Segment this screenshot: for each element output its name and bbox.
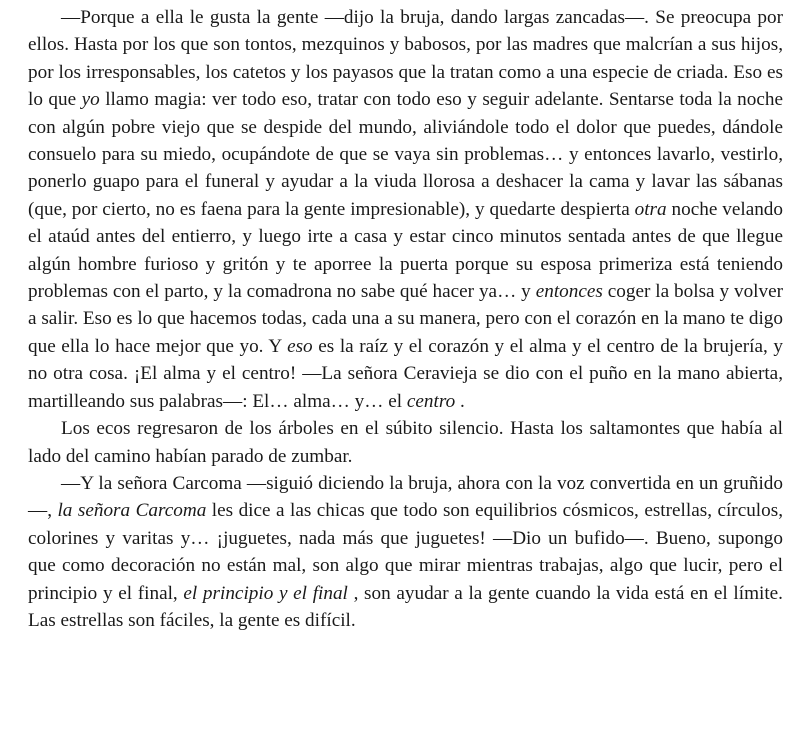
paragraph-text: —Y la señora Carcoma —siguió diciendo la bruja, ahora con la voz convertida en un gruñido—, xyxy=(28,472,783,522)
paragraph-text: , son ayudar a la gente cuando la vida está en el límite. Las estrellas son fáciles, la gente es difícil. xyxy=(28,582,783,631)
paragraph-text: llamo magia: ver todo eso, tratar con todo eso y seguir adelante. Sentarse toda la noche con algún pobre viejo que se despide del mundo, aliviándole todo el dolor que puedes, dándole consuelo para su miedo, ocupándote de que se vaya sin problemas… y entonces lavarlo, vestirlo, ponerlo guapo para el funeral y ayudar a la viuda llorosa a deshacer la cama y lavar las sábanas (que, por cierto, no es faena para la gente impresionable), y quedarte despierta xyxy=(28,89,783,220)
italic-emphasis: la señora Carcoma xyxy=(57,500,207,522)
paragraph-2 xyxy=(28,415,783,470)
paragraph-3 xyxy=(28,470,783,634)
book-page-text xyxy=(28,4,783,634)
italic-emphasis: el principio y el final xyxy=(183,582,348,604)
paragraph-text: noche velando el ataúd antes del entierro, y luego irte a casa y estar cinco minutos sentada antes de que llegue algún hombre furioso y gritón y te aporree la puerta porque su esposa primeriza está teniendo problemas con el parto, y la comadrona no sabe qué hacer ya… y xyxy=(28,198,783,303)
paragraph-text: es la raíz y el corazón y el alma y el centro de la brujería, y no otra cosa. ¡El alma y el centro! —La señora Ceravieja se dio con el puño en la mano abierta, martilleando sus palabras—: El… alma… y… el xyxy=(28,335,783,412)
italic-emphasis: otra xyxy=(634,198,667,220)
paragraph-text: —Porque a ella le gusta la gente —dijo la bruja, dando largas zancadas—. Se preocupa por ellos. Hasta por los que son tontos, mezquinos y babosos, por las madres que malcrían a sus hijos, por los irresponsables, los catetos y los payasos que la tratan como a una especie de criada. Eso es lo que xyxy=(28,7,783,111)
paragraph-text: Los ecos regresaron de los árboles en el súbito silencio. Hasta los saltamontes que había al lado del camino habían parado de zumbar. xyxy=(28,418,783,467)
italic-emphasis: entonces xyxy=(535,281,603,303)
paragraph-1 xyxy=(28,4,783,415)
italic-emphasis: centro xyxy=(406,390,456,412)
paragraph-text: coger la bolsa y volver a salir. Eso es lo que hacemos todas, cada una a su manera, pero con el corazón en la mano te digo que ella lo hace mejor que yo. Y xyxy=(28,281,783,357)
paragraph-text: les dice a las chicas que todo son equilibrios cósmicos, estrellas, círculos, colorines y varitas y… ¡juguetes, nada más que juguetes! —Dio un bufido—. Bueno, supongo que como decoración no están mal, son algo que mirar mientras trabajas, algo que lucir, pero el principio y el final, xyxy=(28,500,783,604)
italic-emphasis: yo xyxy=(81,89,100,111)
paragraph-text: . xyxy=(455,390,465,412)
italic-emphasis: eso xyxy=(287,335,313,357)
